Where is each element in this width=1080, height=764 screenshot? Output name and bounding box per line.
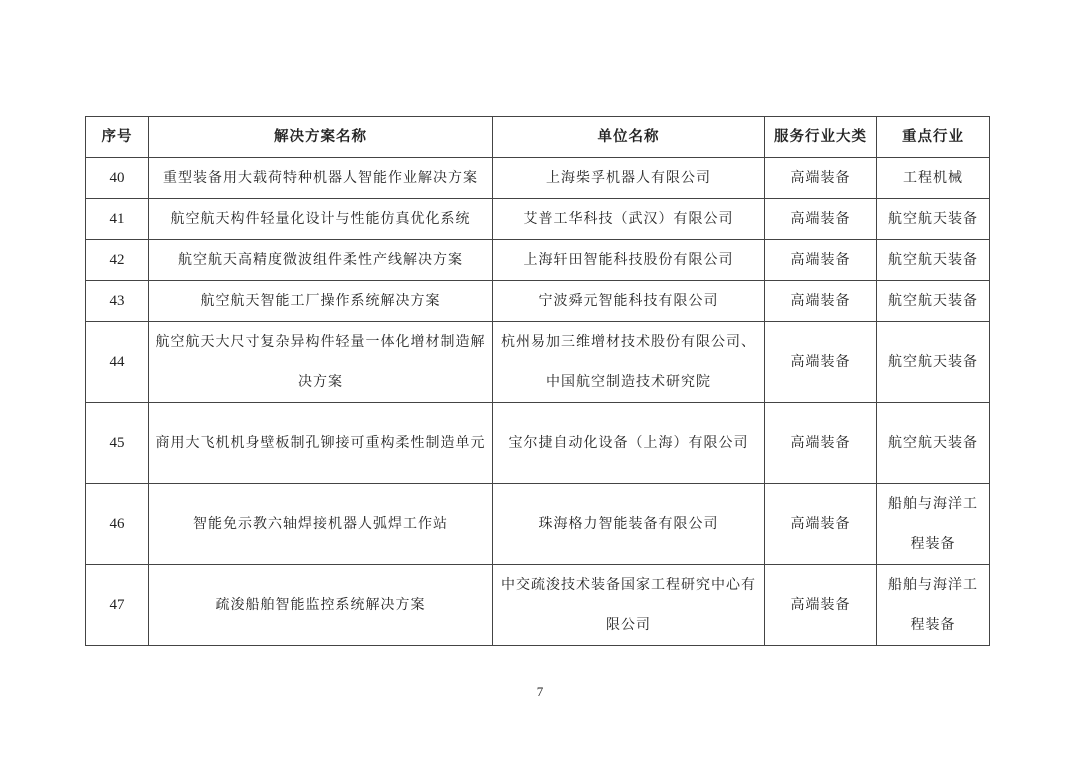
row-key-industry: 船舶与海洋工程装备 bbox=[877, 484, 990, 565]
row-service-category: 高端装备 bbox=[765, 403, 877, 484]
row-solution-name: 商用大飞机机身壁板制孔铆接可重构柔性制造单元 bbox=[149, 403, 493, 484]
row-solution-name: 航空航天构件轻量化设计与性能仿真优化系统 bbox=[149, 199, 493, 240]
table-row bbox=[86, 158, 990, 199]
header-solution-name: 解决方案名称 bbox=[149, 117, 493, 158]
row-unit-name: 艾普工华科技（武汉）有限公司 bbox=[493, 199, 765, 240]
row-service-category: 高端装备 bbox=[765, 158, 877, 199]
row-solution-name: 航空航天智能工厂操作系统解决方案 bbox=[149, 281, 493, 322]
row-service-category: 高端装备 bbox=[765, 565, 877, 646]
row-key-industry: 航空航天装备 bbox=[877, 322, 990, 403]
row-unit-name: 上海柴孚机器人有限公司 bbox=[493, 158, 765, 199]
table-row bbox=[86, 322, 990, 403]
table-row bbox=[86, 240, 990, 281]
table-row bbox=[86, 403, 990, 484]
row-seq: 41 bbox=[86, 199, 149, 240]
row-key-industry: 航空航天装备 bbox=[877, 403, 990, 484]
table-row bbox=[86, 484, 990, 565]
row-service-category: 高端装备 bbox=[765, 484, 877, 565]
row-service-category: 高端装备 bbox=[765, 240, 877, 281]
header-unit-name: 单位名称 bbox=[493, 117, 765, 158]
row-seq: 42 bbox=[86, 240, 149, 281]
row-seq: 43 bbox=[86, 281, 149, 322]
row-service-category: 高端装备 bbox=[765, 322, 877, 403]
row-service-category: 高端装备 bbox=[765, 199, 877, 240]
row-key-industry: 船舶与海洋工程装备 bbox=[877, 565, 990, 646]
row-unit-name: 宁波舜元智能科技有限公司 bbox=[493, 281, 765, 322]
row-unit-name: 中交疏浚技术装备国家工程研究中心有限公司 bbox=[493, 565, 765, 646]
row-solution-name: 疏浚船舶智能监控系统解决方案 bbox=[149, 565, 493, 646]
table-row bbox=[86, 565, 990, 646]
row-unit-name: 宝尔捷自动化设备（上海）有限公司 bbox=[493, 403, 765, 484]
row-seq: 45 bbox=[86, 403, 149, 484]
row-seq: 44 bbox=[86, 322, 149, 403]
table-header-row bbox=[86, 117, 990, 158]
header-key-industry: 重点行业 bbox=[877, 117, 990, 158]
header-service-category: 服务行业大类 bbox=[765, 117, 877, 158]
row-key-industry: 航空航天装备 bbox=[877, 281, 990, 322]
page-number: 7 bbox=[536, 684, 544, 699]
header-seq: 序号 bbox=[86, 117, 149, 158]
solutions-table bbox=[85, 116, 990, 646]
row-unit-name: 珠海格力智能装备有限公司 bbox=[493, 484, 765, 565]
row-solution-name: 智能免示教六轴焊接机器人弧焊工作站 bbox=[149, 484, 493, 565]
row-seq: 46 bbox=[86, 484, 149, 565]
row-unit-name: 上海轩田智能科技股份有限公司 bbox=[493, 240, 765, 281]
row-unit-name: 杭州易加三维增材技术股份有限公司、中国航空制造技术研究院 bbox=[493, 322, 765, 403]
row-seq: 47 bbox=[86, 565, 149, 646]
row-key-industry: 工程机械 bbox=[877, 158, 990, 199]
row-solution-name: 重型装备用大载荷特种机器人智能作业解决方案 bbox=[149, 158, 493, 199]
row-solution-name: 航空航天高精度微波组件柔性产线解决方案 bbox=[149, 240, 493, 281]
table-row bbox=[86, 281, 990, 322]
row-key-industry: 航空航天装备 bbox=[877, 199, 990, 240]
row-solution-name: 航空航天大尺寸复杂异构件轻量一体化增材制造解决方案 bbox=[149, 322, 493, 403]
row-service-category: 高端装备 bbox=[765, 281, 877, 322]
row-seq: 40 bbox=[86, 158, 149, 199]
table-row bbox=[86, 199, 990, 240]
row-key-industry: 航空航天装备 bbox=[877, 240, 990, 281]
